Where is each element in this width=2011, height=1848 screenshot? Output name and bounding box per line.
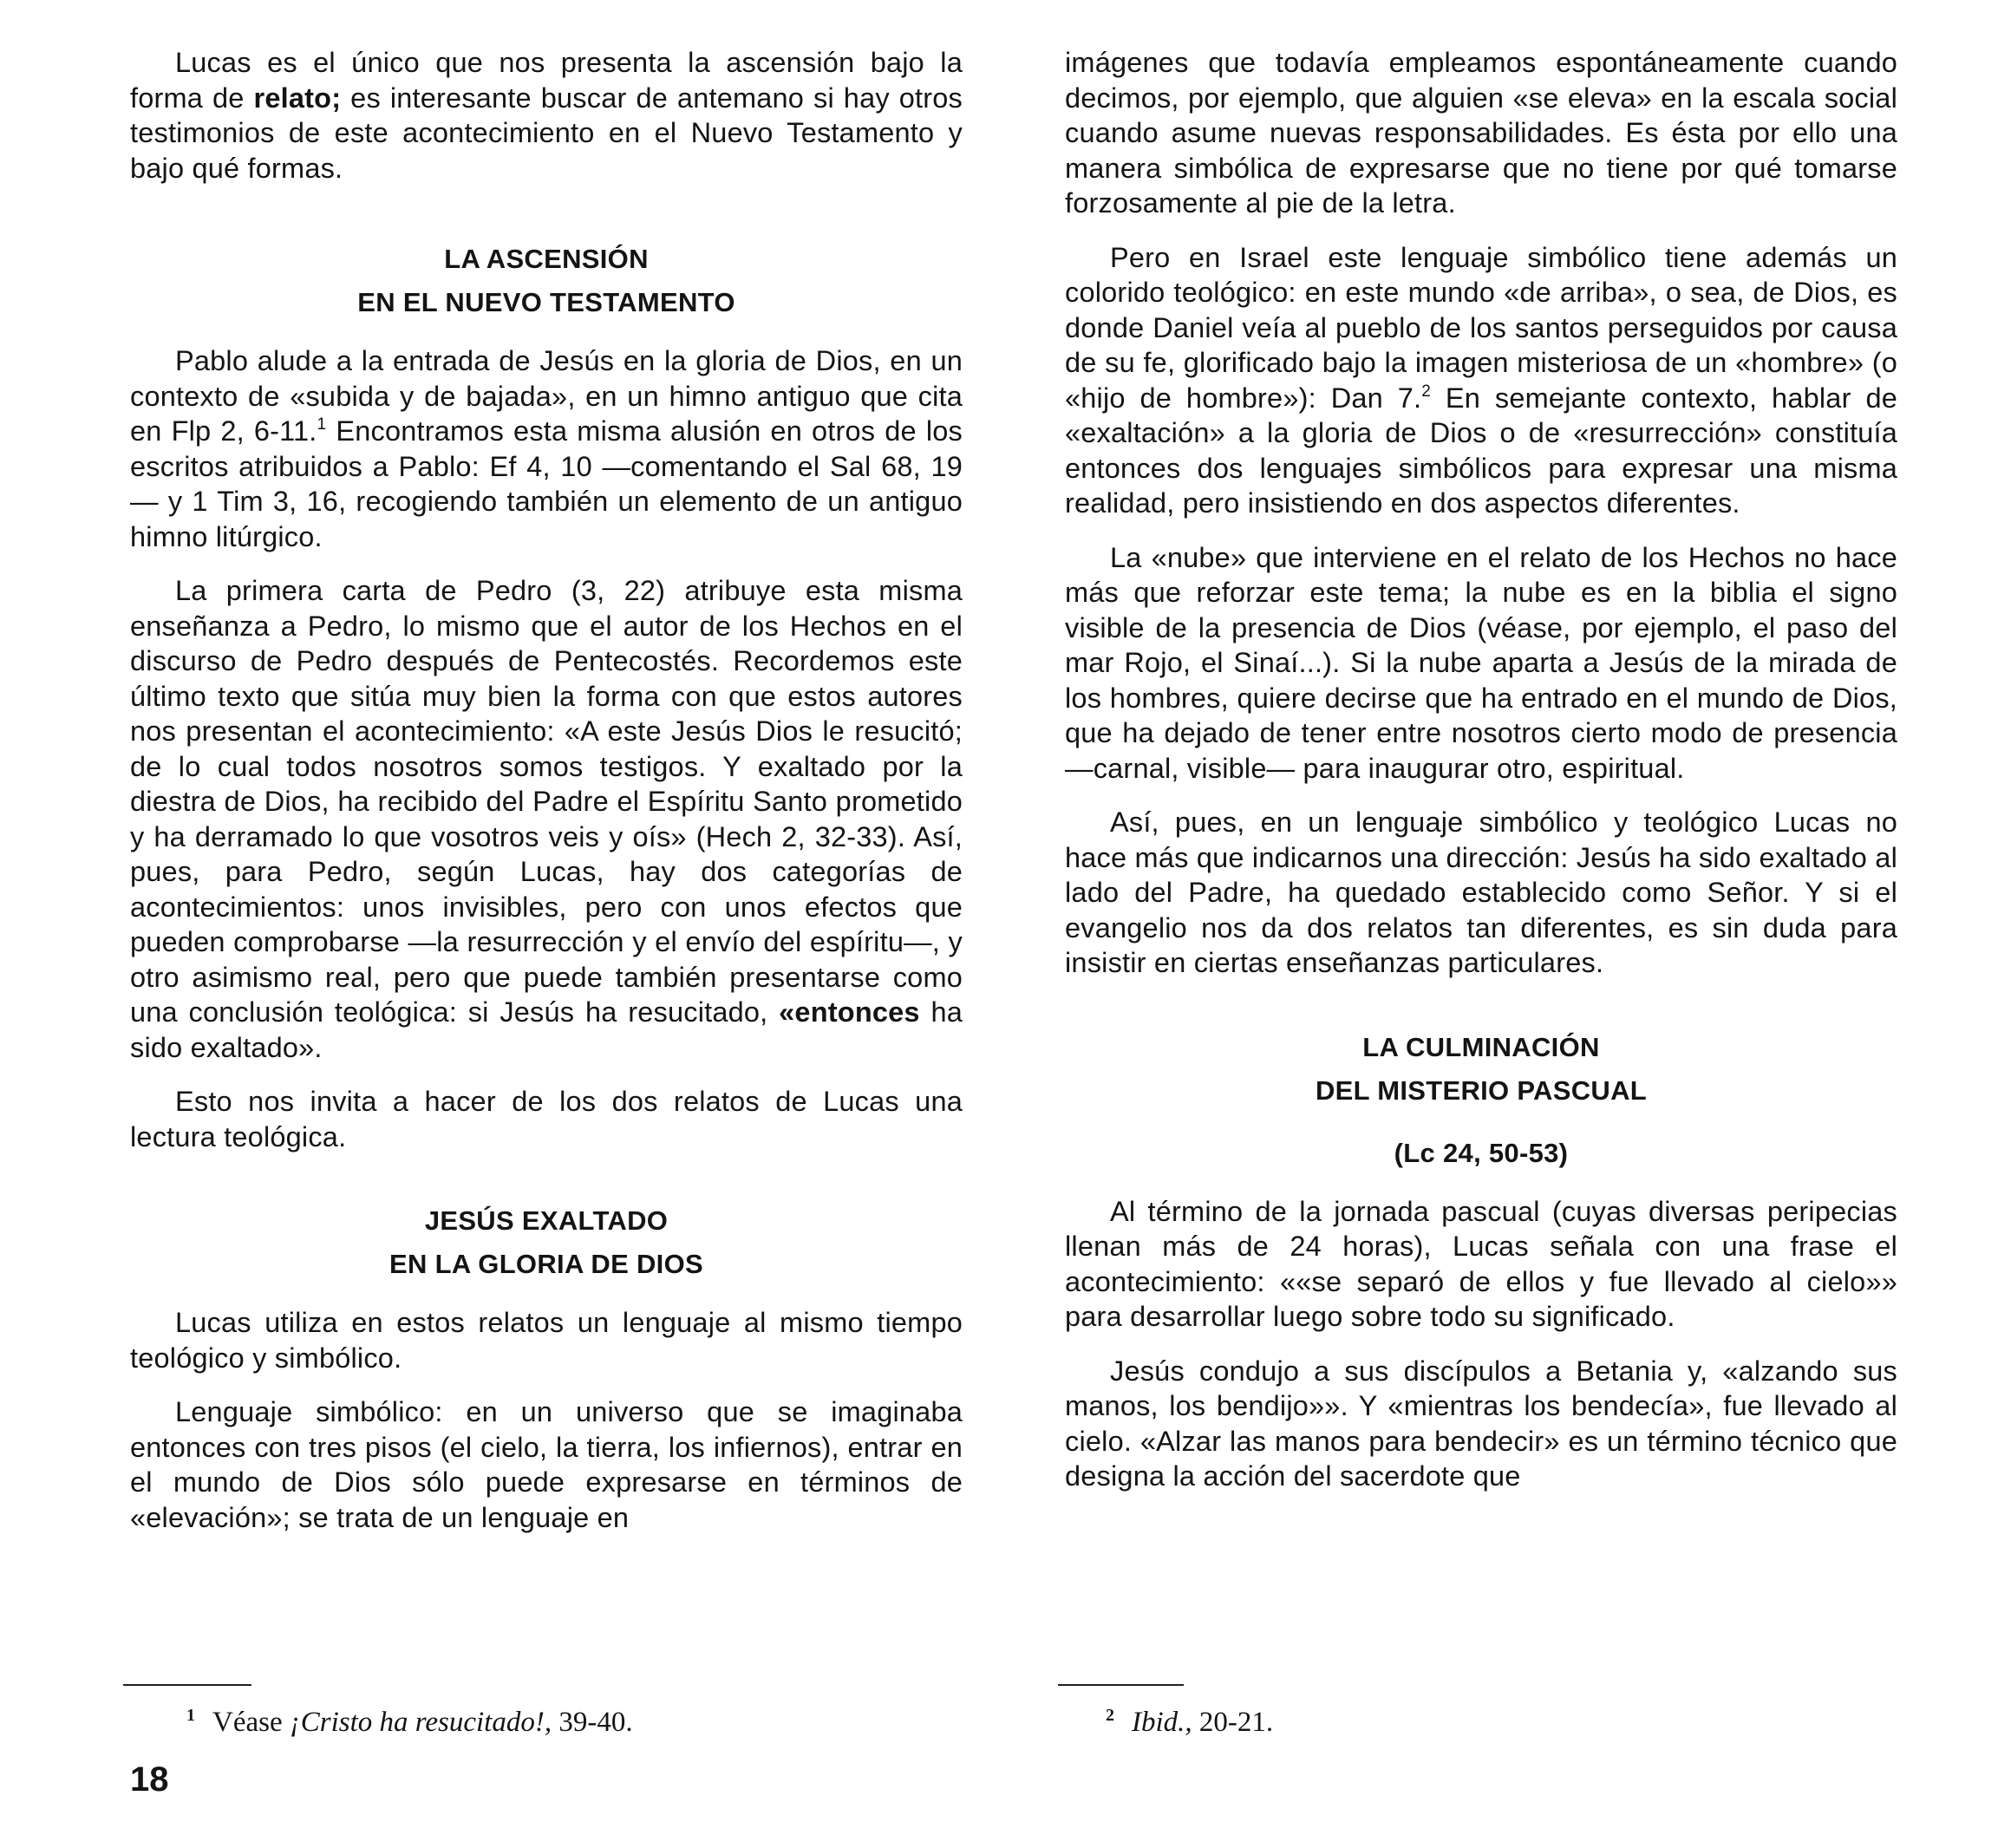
section-heading-jesus-exaltado: JESÚS EXALTADO EN LA GLORIA DE DIOS (389, 1205, 703, 1279)
footnote-ref-2: 2 (1421, 382, 1432, 401)
footnote-1: $^1$ Véase ¡Cristo ha resucitado!, 39-40. (186, 1706, 633, 1738)
footnote-2: $^2$ Ibid., 20-21. (1106, 1706, 1274, 1738)
paragraph-utiliza: Lucas utiliza en estos relatos un lenguaje al mismo tiempo teológico y simbólico. (130, 1307, 963, 1374)
page-number: 18 (130, 1760, 169, 1799)
paragraph-pedro: La primera carta de Pedro (3, 22) atribuye esta misma enseñanza a Pedro, lo mismo que el autor de los Hechos en el discurso de Pedro después de Pentecostés. Recordemos este último texto que sitúa muy bien la forma con que estos autores nos presentan el acontecimiento: «A este Jesús Dios le resucitó; de lo cual todos nosotros somos testigos. Y exaltado por la diestra de Dios, ha recibido del Padre el Espíritu Santo prometido y ha derramado lo que vosotros veis y oís» (Hech 2, 32-33). Así, pues, para Pedro, según Lucas, hay dos categorías de acontecimientos: unos invisibles, pero con unos efectos que pueden comprobarse —la resurrección y el envío del espíritu—, y otro asimismo real, pero que puede también presentarse como una conclusión teológica: si Jesús ha resucitado, «entonces ha sido exaltado». (130, 575, 963, 1063)
section-heading-culminacion: LA CULMINACIÓN DEL MISTERIO PASCUAL (1315, 1031, 1648, 1106)
right-column (1065, 45, 1897, 1513)
section-heading-ascension: LA ASCENSIÓN EN EL NUEVO TESTAMENTO (357, 244, 735, 317)
paragraph-betania: Jesús condujo a sus discípulos a Betania y, «alzando sus manos, los bendijo»». Y «mientras los bendecía», fue llevado al cielo. «Alzar las manos para bendecir» es un término técnico que designa la acción del sacerdote que (1065, 1355, 1897, 1492)
paragraph-invita: Esto nos invita a hacer de los dos relatos de Lucas una lectura teológica. (130, 1086, 963, 1153)
paragraph-imagenes: imágenes que todavía empleamos espontáneamente cuando decimos, por ejemplo, que alguien «se eleva» en la escala social cuando asume nuevas responsabilidades. Es ésta por ello una manera simbólica de expresarse que no tiene por qué tomarse forzosamente al pie de la letra. (1065, 47, 1897, 219)
paragraph-termino: Al término de la jornada pascual (cuyas diversas peripecias llenan más de 24 horas), Lucas señala con una frase el acontecimiento: ««se separó de ellos y fue llevado al cielo»» para desarrollar luego sobre todo su significado. (1065, 1195, 1897, 1332)
paragraph-nube: La «nube» que interviene en el relato de los Hechos no hace más que reforzar este tema; la nube es en la biblia el signo visible de la presencia de Dios (véase, por ejemplo, el paso del mar Rojo, el Sinaí...). Si la nube aparta a Jesús de la mirada de los hombres, quiere decirse que ha entrado en el mundo de Dios, que ha dejado de tener entre nosotros cierto modo de presencia —carnal, visible— para inaugurar otro, espiritual. (1065, 541, 1897, 784)
footnote-divider-left (123, 1684, 251, 1686)
footnote-divider-right (1058, 1684, 1184, 1686)
paragraph-lenguaje: Lenguaje simbólico: en un universo que se imaginaba entonces con tres pisos (el cielo, la tierra, los infiernos), entrar en el mundo de Dios sólo puede expresarse en términos de «elevación»; se trata de un lenguaje en (130, 1396, 963, 1533)
paragraph-israel: Pero en Israel este lenguaje simbólico tiene además un colorido teológico: en este mundo «de arriba», o sea, de Dios, es donde Daniel veía al pueblo de los santos perseguidos por causa de su fe, glorificado bajo la imagen misteriosa de un «hombre» (o «hijo de hombre»): Dan 7.$^2$ En semejante contexto, hablar de «exaltación» a la gloria de Dios o de «resurrección» constituía entonces dos lenguajes simbólicos para expresar una misma realidad, pero insistiendo en dos aspectos diferentes. (1065, 241, 1897, 519)
paragraph-intro: Lucas es el único que nos presenta la ascensión bajo la forma de relato; es interesante buscar de antemano si hay otros testimonios de este acontecimiento en el Nuevo Testamento y bajo qué formas. (130, 47, 963, 184)
paragraph-asi: Así, pues, en un lenguaje simbólico y teológico Lucas no hace más que indicarnos una dirección: Jesús ha sido exaltado al lado del Padre, ha quedado establecido como Señor. Y si el evangelio nos da dos relatos tan diferentes, es sin duda para insistir en ciertas enseñanzas particulares. (1065, 806, 1897, 978)
footnote-ref-1: 1 (317, 415, 327, 434)
paragraph-pablo: Pablo alude a la entrada de Jesús en la gloria de Dios, en un contexto de «subida y de bajada», en un himno antiguo que cita en Flp 2, 6-11.$^1$ Encontramos esta misma alusión en otros de los escritos atribuidos a Pablo: Ef 4, 10 —comentando el Sal 68, 19— y 1 Tim 3, 16, recogiendo también un elemento de un antiguo himno litúrgico. (130, 345, 963, 552)
left-column (130, 45, 963, 1554)
section-subheading-reference: (Lc 24, 50-53) (1394, 1137, 1569, 1168)
